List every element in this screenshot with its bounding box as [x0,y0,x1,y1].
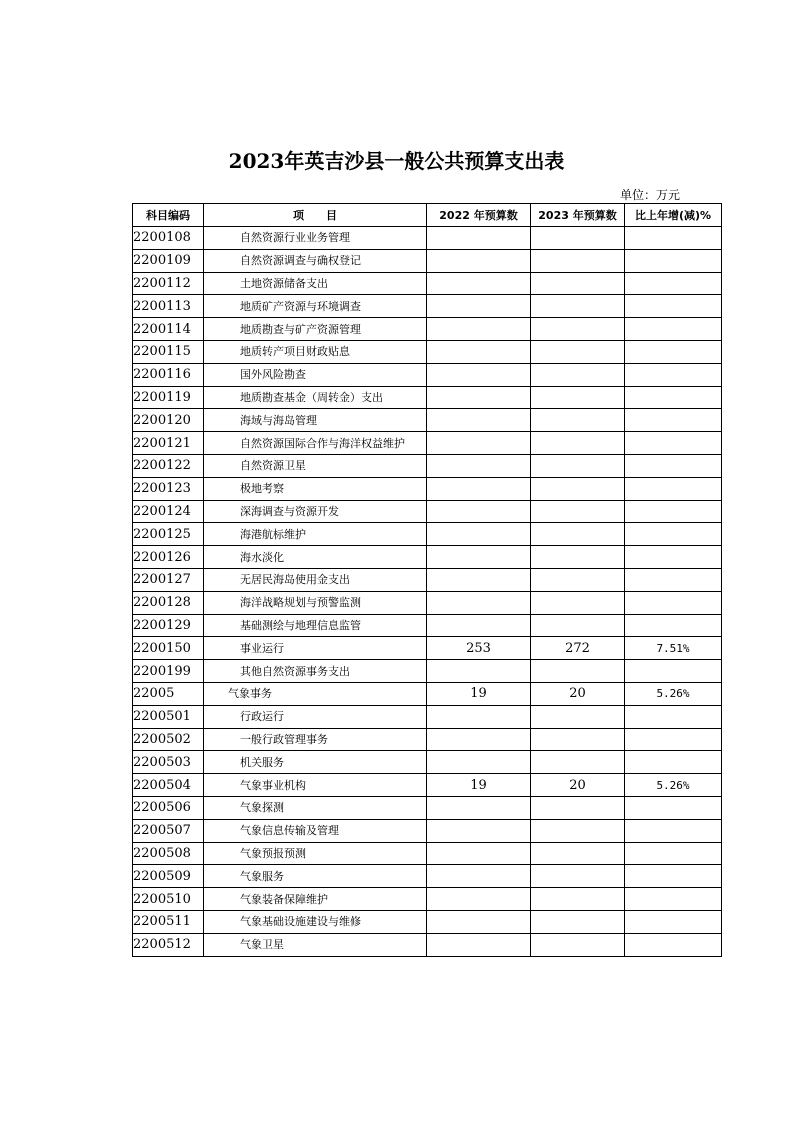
cell-code: 2200510 [133,888,204,911]
cell-item-name: 极地考察 [204,477,427,500]
cell-2022-value [427,705,531,728]
cell-change-percent [625,500,722,523]
cell-2023-value [531,614,625,637]
cell-2022-value [427,660,531,683]
cell-change-percent [625,227,722,250]
cell-2023-value: 20 [531,682,625,705]
cell-change-percent [625,842,722,865]
cell-change-percent [625,318,722,341]
cell-change-percent [625,340,722,363]
cell-item-name: 气象事务 [204,682,427,705]
cell-2022-value [427,272,531,295]
cell-code: 2200512 [133,933,204,956]
table-row [133,227,722,250]
cell-item-name: 深海调查与资源开发 [204,500,427,523]
cell-item-name: 土地资源储备支出 [204,272,427,295]
cell-change-percent [625,386,722,409]
cell-item-name: 地质矿产资源与环境调查 [204,295,427,318]
cell-change-percent [625,409,722,432]
cell-code: 2200508 [133,842,204,865]
cell-code: 2200199 [133,660,204,683]
table-row [133,842,722,865]
table-row [133,614,722,637]
cell-2022-value [427,500,531,523]
table-header-row [133,204,722,227]
cell-2022-value [427,454,531,477]
table-row [133,477,722,500]
table-row [133,523,722,546]
cell-code: 2200128 [133,591,204,614]
cell-2022-value [427,477,531,500]
cell-2023-value [531,272,625,295]
cell-change-percent [625,477,722,500]
table-row [133,910,722,933]
budget-table [132,203,722,957]
cell-code: 2200115 [133,340,204,363]
cell-2022-value [427,888,531,911]
unit-label: 单位：万元 [620,188,681,202]
cell-2022-value [427,591,531,614]
cell-item-name: 机关服务 [204,751,427,774]
cell-code: 2200506 [133,796,204,819]
cell-item-name: 自然资源调查与确权登记 [204,249,427,272]
cell-2023-value [531,386,625,409]
cell-code: 2200119 [133,386,204,409]
cell-code: 2200501 [133,705,204,728]
cell-item-name: 海域与海岛管理 [204,409,427,432]
cell-change-percent [625,614,722,637]
cell-code: 2200504 [133,774,204,797]
cell-code: 2200113 [133,295,204,318]
cell-2023-value [531,819,625,842]
cell-item-name: 海洋战略规划与预警监测 [204,591,427,614]
cell-code: 2200112 [133,272,204,295]
cell-2022-value [427,363,531,386]
table-body [133,227,722,957]
cell-2022-value [427,819,531,842]
cell-code: 2200116 [133,363,204,386]
table-row [133,591,722,614]
cell-item-name: 行政运行 [204,705,427,728]
cell-code: 2200503 [133,751,204,774]
cell-code: 2200127 [133,568,204,591]
cell-2023-value: 20 [531,774,625,797]
cell-2022-value [427,546,531,569]
header-change: 比上年增(减)% [625,204,722,227]
table-row [133,660,722,683]
cell-item-name: 自然资源行业业务管理 [204,227,427,250]
cell-2023-value [531,591,625,614]
cell-2023-value [531,500,625,523]
table-row [133,705,722,728]
cell-2023-value [531,728,625,751]
cell-code: 2200122 [133,454,204,477]
cell-2023-value [531,249,625,272]
table-row [133,568,722,591]
table-row [133,637,722,660]
header-code: 科目编码 [133,204,204,227]
cell-2022-value [427,933,531,956]
cell-2022-value [427,523,531,546]
cell-code: 2200507 [133,819,204,842]
cell-change-percent [625,272,722,295]
table-row [133,386,722,409]
cell-2022-value [427,409,531,432]
cell-change-percent [625,796,722,819]
cell-change-percent [625,660,722,683]
cell-2022-value: 253 [427,637,531,660]
cell-item-name: 海水淡化 [204,546,427,569]
cell-code: 2200124 [133,500,204,523]
cell-2022-value [427,340,531,363]
cell-item-name: 气象事业机构 [204,774,427,797]
cell-2023-value [531,865,625,888]
cell-2022-value [427,728,531,751]
cell-2023-value [531,933,625,956]
table-row [133,432,722,455]
cell-change-percent [625,295,722,318]
cell-2022-value [427,295,531,318]
cell-2022-value [427,318,531,341]
header-2022: 2022 年预算数 [427,204,531,227]
cell-2023-value [531,477,625,500]
cell-code: 22005 [133,682,204,705]
cell-2023-value [531,751,625,774]
cell-change-percent [625,705,722,728]
cell-2022-value [427,386,531,409]
cell-code: 2200502 [133,728,204,751]
cell-2023-value [531,796,625,819]
cell-change-percent [625,819,722,842]
cell-item-name: 基础测绘与地理信息监管 [204,614,427,637]
cell-2022-value [427,796,531,819]
cell-code: 2200511 [133,910,204,933]
cell-change-percent [625,546,722,569]
cell-change-percent [625,591,722,614]
cell-code: 2200150 [133,637,204,660]
cell-2022-value [427,910,531,933]
header-2023: 2023 年预算数 [531,204,625,227]
table-row [133,272,722,295]
cell-item-name: 气象卫星 [204,933,427,956]
table-row [133,774,722,797]
table-row [133,340,722,363]
cell-2022-value [427,568,531,591]
cell-change-percent [625,249,722,272]
cell-item-name: 气象信息传输及管理 [204,819,427,842]
cell-item-name: 国外风险勘查 [204,363,427,386]
cell-2023-value [531,888,625,911]
cell-change-percent [625,910,722,933]
cell-2022-value [427,865,531,888]
cell-item-name: 其他自然资源事务支出 [204,660,427,683]
table-row [133,500,722,523]
cell-item-name: 自然资源国际合作与海洋权益维护 [204,432,427,455]
cell-2022-value [427,842,531,865]
cell-2023-value [531,409,625,432]
cell-2023-value [531,432,625,455]
table-row [133,751,722,774]
table-row [133,865,722,888]
cell-2023-value [531,318,625,341]
cell-2023-value [531,295,625,318]
cell-code: 2200125 [133,523,204,546]
cell-2023-value [531,454,625,477]
table-row [133,933,722,956]
cell-change-percent: 5.26% [625,682,722,705]
cell-change-percent: 7.51% [625,637,722,660]
cell-item-name: 气象预报预测 [204,842,427,865]
cell-change-percent [625,432,722,455]
cell-code: 2200114 [133,318,204,341]
table-row [133,249,722,272]
cell-item-name: 气象基础设施建设与维修 [204,910,427,933]
cell-code: 2200126 [133,546,204,569]
cell-2023-value [531,705,625,728]
cell-2022-value: 19 [427,774,531,797]
cell-code: 2200129 [133,614,204,637]
cell-code: 2200123 [133,477,204,500]
table-row [133,682,722,705]
table-row [133,796,722,819]
cell-code: 2200120 [133,409,204,432]
cell-item-name: 气象探测 [204,796,427,819]
cell-item-name: 自然资源卫星 [204,454,427,477]
cell-code: 2200109 [133,249,204,272]
page-title: 2023年英吉沙县一般公共预算支出表 [228,149,565,173]
cell-2023-value [531,842,625,865]
cell-change-percent [625,933,722,956]
cell-code: 2200509 [133,865,204,888]
cell-2022-value [427,751,531,774]
cell-item-name: 气象装备保障维护 [204,888,427,911]
cell-item-name: 海港航标维护 [204,523,427,546]
cell-change-percent [625,454,722,477]
table-row [133,888,722,911]
table-row [133,409,722,432]
cell-item-name: 地质勘查与矿产资源管理 [204,318,427,341]
table-row [133,363,722,386]
cell-code: 2200121 [133,432,204,455]
header-item: 项 目 [204,204,427,227]
table-row [133,819,722,842]
cell-change-percent: 5.26% [625,774,722,797]
cell-2023-value [531,340,625,363]
cell-2022-value: 19 [427,682,531,705]
cell-2023-value [531,363,625,386]
cell-item-name: 气象服务 [204,865,427,888]
cell-2023-value [531,227,625,250]
cell-2023-value: 272 [531,637,625,660]
cell-item-name: 无居民海岛使用金支出 [204,568,427,591]
cell-2022-value [427,614,531,637]
cell-item-name: 一般行政管理事务 [204,728,427,751]
cell-2023-value [531,910,625,933]
cell-code: 2200108 [133,227,204,250]
cell-change-percent [625,751,722,774]
cell-change-percent [625,568,722,591]
cell-item-name: 地质勘查基金（周转金）支出 [204,386,427,409]
table-row [133,295,722,318]
cell-change-percent [625,865,722,888]
cell-change-percent [625,888,722,911]
cell-change-percent [625,728,722,751]
cell-change-percent [625,523,722,546]
cell-2022-value [427,432,531,455]
table-row [133,546,722,569]
cell-2023-value [531,546,625,569]
cell-2023-value [531,660,625,683]
cell-2022-value [427,249,531,272]
cell-2023-value [531,568,625,591]
cell-item-name: 地质转产项目财政贴息 [204,340,427,363]
cell-change-percent [625,363,722,386]
table-row [133,728,722,751]
cell-2022-value [427,227,531,250]
cell-item-name: 事业运行 [204,637,427,660]
table-row [133,318,722,341]
cell-2023-value [531,523,625,546]
table-row [133,454,722,477]
